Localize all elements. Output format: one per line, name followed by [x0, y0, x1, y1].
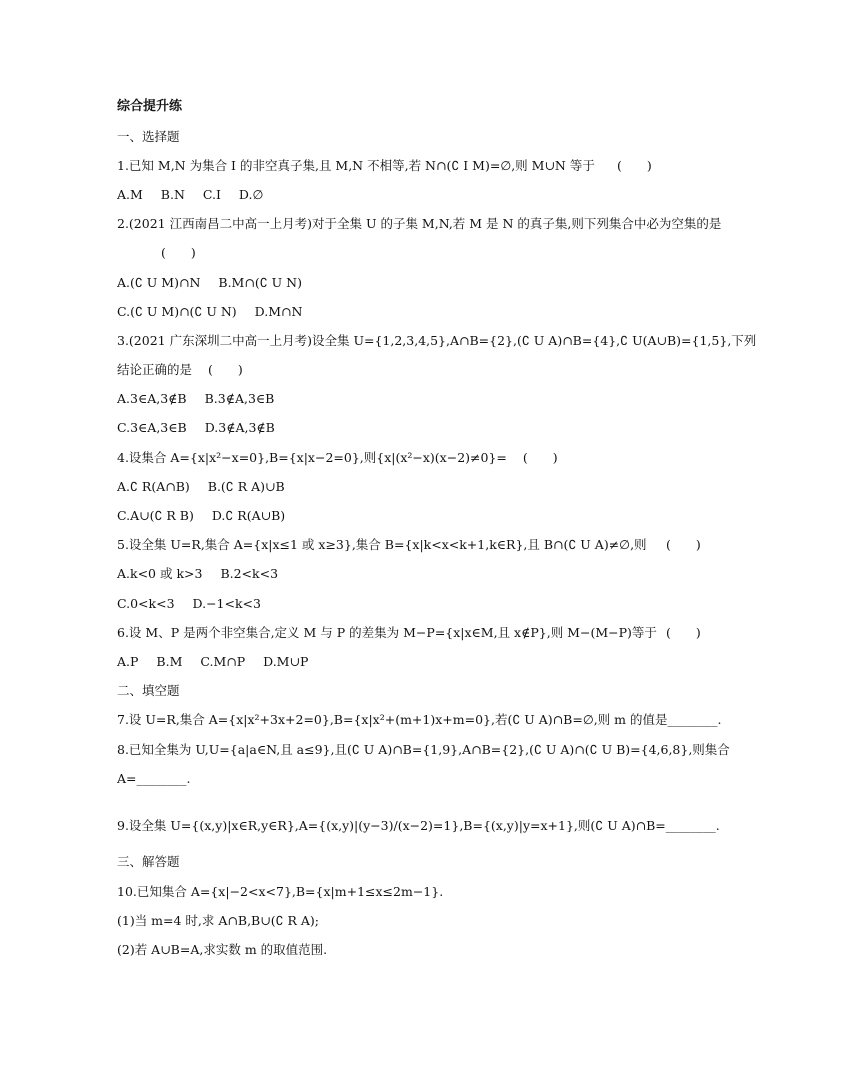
question-5-options-row1 [117, 566, 292, 582]
option-c: C.M∩P [200, 654, 246, 669]
question-4-options-row2 [117, 508, 299, 524]
option-c: C.(∁ U M)∩(∁ U N) [117, 304, 237, 319]
option-b: B.M [156, 654, 183, 669]
question-2-answer-paren: ( ) [161, 245, 196, 260]
option-d: D.M∪P [263, 654, 309, 669]
question-3-options-row2 [117, 420, 289, 436]
option-a: A.3∈A,3∉B [117, 391, 187, 406]
section-heading-fill: 二、填空题 [117, 683, 180, 698]
question-10-stem: 10.已知集合 A={x|−2<x<7},B={x|m+1≤x≤2m−1}. [117, 884, 444, 899]
question-3-answer-paren: ( ) [208, 362, 243, 377]
option-a: A.∁ R(A∩B) [117, 479, 190, 494]
section-heading-solve: 三、解答题 [117, 854, 180, 869]
question-7: 7.设 U=R,集合 A={x|x²+3x+2=0},B={x|x²+(m+1)x+m=0},若(∁ U A)∩B=∅,则 m 的值是________. [117, 712, 722, 727]
question-8-line1: 8.已知全集为 U,U={a|a∈N,且 a≤9},且(∁ U A)∩B={1,9},A∩B={2},(∁ U A)∩(∁ U B)={4,6,8},则集合 [117, 742, 730, 757]
question-3-stem: 3.(2021 广东深圳二中高一上月考)设全集 U={1,2,3,4,5},A∩B={2},(∁ U A)∩B={4},∁ U(A∪B)={1,5},下列 [117, 333, 757, 348]
question-10-part-1: (1)当 m=4 时,求 A∩B,B∪(∁ R A); [117, 913, 320, 928]
option-b: B.2<k<3 [220, 566, 279, 581]
question-5-options-row2 [117, 596, 275, 612]
question-4-text: 4.设集合 A={x|x²−x=0},B={x|x−2=0},则{x|(x²−x)(x−2)≠0}= [117, 450, 507, 465]
option-c: C.A∪(∁ R B) [117, 508, 194, 523]
option-d: D.∁ R(A∪B) [211, 508, 286, 523]
option-c: C.I [202, 187, 221, 202]
question-8-line2: A=________. [117, 771, 191, 786]
question-4-answer-paren: ( ) [522, 450, 558, 465]
page-title: 综合提升练 [117, 99, 183, 114]
question-2-stem: 2.(2021 江西南昌二中高一上月考)对于全集 U 的子集 M,N,若 M 是 N 的真子集,则下列集合中必为空集的是 [117, 216, 722, 231]
question-6-options [117, 654, 322, 670]
question-5-stem: 5.设全集 U=R,集合 A={x|x≤1 或 x≥3},集合 B={x|k<x<k+1,k∈R},且 B∩(∁ U A)≠∅,则 [117, 537, 647, 552]
question-4-stem [117, 450, 558, 466]
question-2-options-row1 [117, 275, 316, 291]
question-1-stem: 1.已知 M,N 为集合 I 的非空真子集,且 M,N 不相等,若 N∩(∁ I M)=∅,则 M∪N 等于 [117, 158, 595, 173]
option-d: D.−1<k<3 [192, 596, 261, 611]
option-d: D.∅ [238, 187, 264, 202]
option-c: C.0<k<3 [117, 596, 175, 611]
option-c: C.3∈A,3∈B [117, 420, 187, 435]
option-d: D.M∩N [254, 304, 303, 319]
question-3-stem-line2: 结论正确的是 [117, 362, 193, 377]
option-d: D.3∉A,3∉B [204, 420, 275, 435]
option-b: B.(∁ R A)∪B [207, 479, 285, 494]
option-a: A.(∁ U M)∩N [117, 275, 201, 290]
option-a: A.M [117, 187, 143, 202]
question-2-options-row2 [117, 304, 316, 320]
question-1-options [117, 187, 277, 203]
question-3-options-row1 [117, 391, 288, 407]
question-5-answer-paren: ( ) [666, 537, 701, 552]
question-4-options-row1 [117, 479, 299, 495]
question-6-answer-paren: ( ) [666, 625, 701, 640]
question-6-stem: 6.设 M、P 是两个非空集合,定义 M 与 P 的差集为 M−P={x|x∈M,且 x∉P},则 M−(M−P)等于 [117, 625, 657, 640]
section-heading-choice: 一、选择题 [117, 129, 180, 144]
option-b: B.M∩(∁ U N) [218, 275, 302, 290]
option-b: B.3∉A,3∈B [204, 391, 275, 406]
option-a: A.k<0 或 k>3 [117, 566, 203, 581]
question-3-stem-cont [117, 362, 243, 378]
option-b: B.N [160, 187, 185, 202]
question-10-part-2: (2)若 A∪B=A,求实数 m 的取值范围. [117, 942, 328, 957]
question-9: 9.设全集 U={(x,y)|x∈R,y∈R},A={(x,y)|(y−3)/(x−2)=1},B={(x,y)|y=x+1},则(∁ U A)∩B=________. [117, 818, 720, 833]
option-a: A.P [117, 654, 139, 669]
question-1-answer-paren: ( ) [617, 158, 652, 173]
